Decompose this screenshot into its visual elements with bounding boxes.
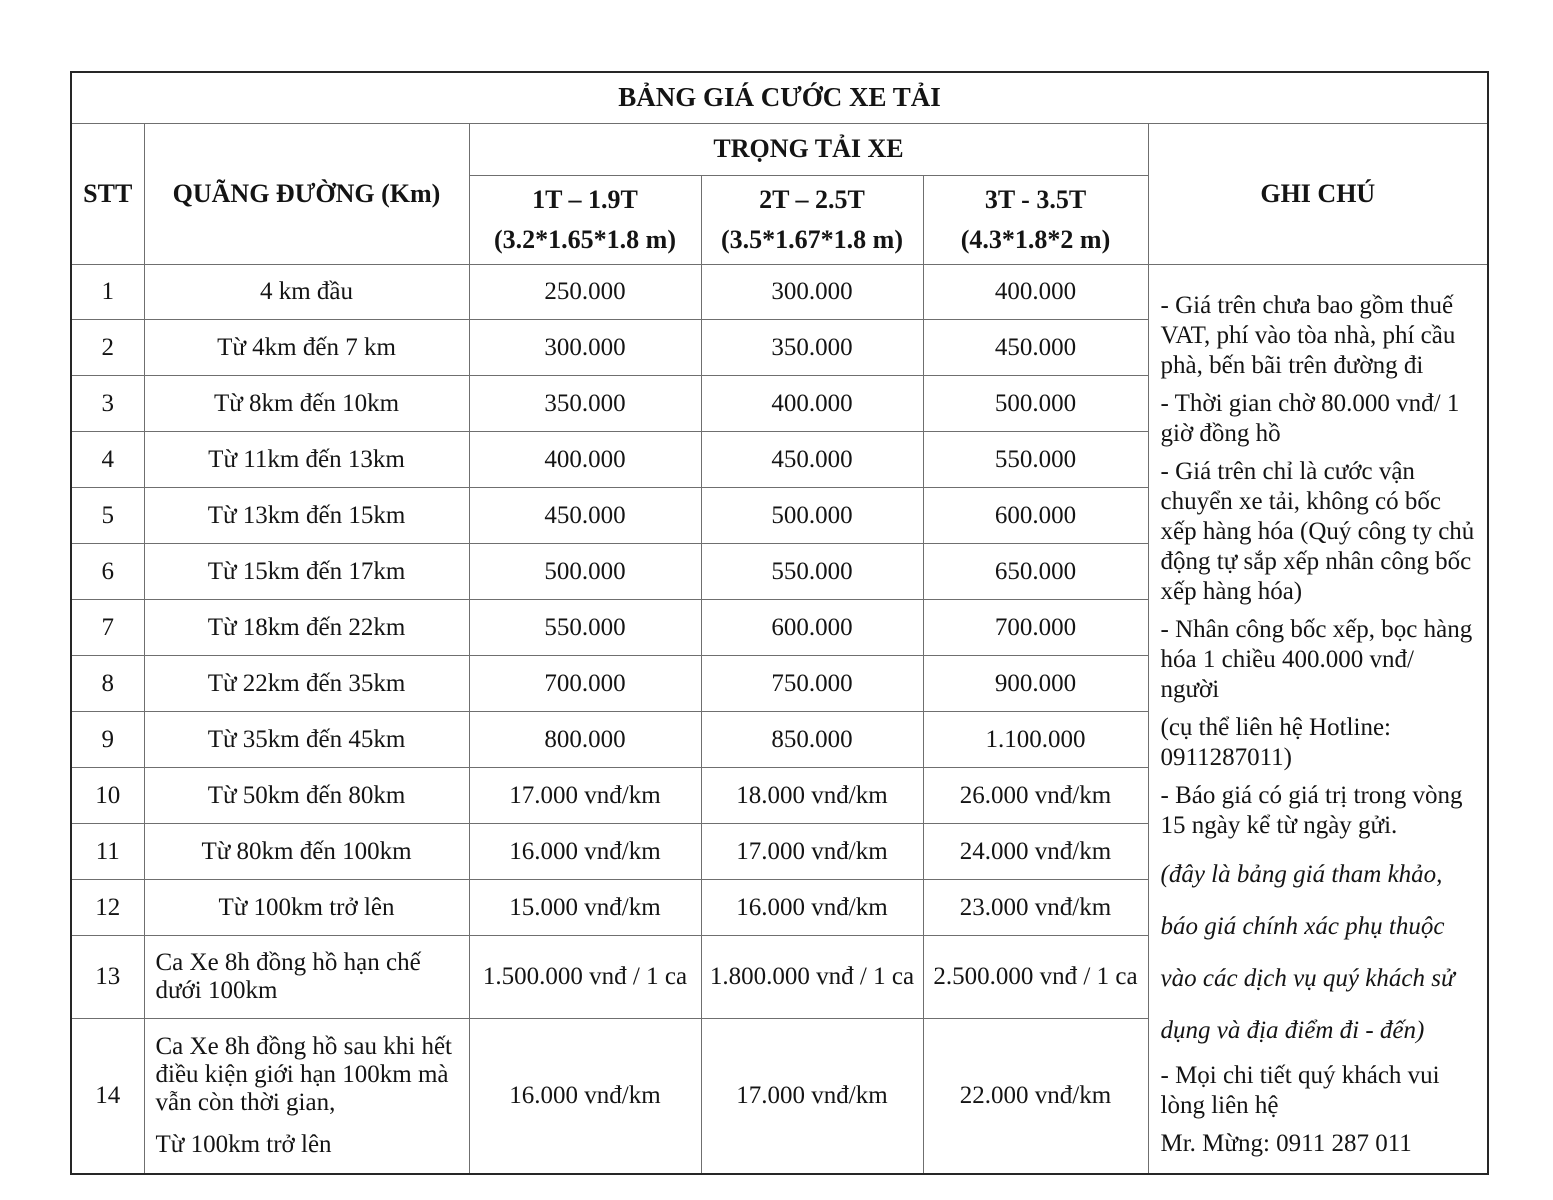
route-text: Ca Xe 8h đồng hồ hạn chế dưới 100km <box>155 949 421 1005</box>
stt-cell: 6 <box>71 544 144 600</box>
col-header-stt: STT <box>71 123 144 264</box>
title-row <box>71 72 1488 123</box>
price-cell: 700.000 <box>469 656 701 712</box>
route-cell <box>144 376 469 432</box>
route-cell <box>144 320 469 376</box>
price-cell: 900.000 <box>923 656 1148 712</box>
note-paragraph: - Giá trên chưa bao gồm thuế VAT, phí vào tòa nhà, phí cầu phà, bến bãi trên đường đi <box>1160 291 1456 379</box>
price-cell: 2.500.000 vnđ / 1 ca <box>923 936 1148 1019</box>
route-cell <box>144 936 469 1019</box>
col-header-load-class-1 <box>469 175 701 264</box>
route-text: Từ 100km trở lên <box>155 1130 332 1158</box>
note-paragraph: - Báo giá có giá trị trong vòng 15 ngày kể từ ngày gửi. <box>1160 781 1463 839</box>
route-text: Từ 8km đến 10km <box>213 389 400 417</box>
note-paragraph: Mr. Mừng: 0911 287 011 <box>1160 1129 1412 1157</box>
stt-cell: 7 <box>71 600 144 656</box>
price-cell: 16.000 vnđ/km <box>701 880 923 936</box>
price-cell: 500.000 <box>923 376 1148 432</box>
price-cell: 16.000 vnđ/km <box>469 1019 701 1174</box>
table-row <box>71 264 1488 320</box>
price-cell: 1.100.000 <box>923 712 1148 768</box>
price-cell: 500.000 <box>469 544 701 600</box>
col-header-load-class-2 <box>701 175 923 264</box>
load-class-dimensions: (4.3*1.8*2 m) <box>960 224 1111 254</box>
col-header-load-group: TRỌNG TẢI XE <box>469 123 1148 175</box>
note-paragraph: (cụ thể liên hệ Hotline: 0911287011) <box>1160 713 1391 771</box>
price-cell: 15.000 vnđ/km <box>469 880 701 936</box>
price-cell: 250.000 <box>469 264 701 320</box>
route-cell <box>144 488 469 544</box>
price-cell: 16.000 vnđ/km <box>469 824 701 880</box>
col-header-route: QUÃNG ĐƯỜNG (Km) <box>144 123 469 264</box>
route-cell <box>144 264 469 320</box>
price-cell: 300.000 <box>469 320 701 376</box>
price-cell: 750.000 <box>701 656 923 712</box>
truck-price-table <box>70 71 1489 1175</box>
route-text: Từ 4km đến 7 km <box>217 333 396 361</box>
price-cell: 17.000 vnđ/km <box>701 824 923 880</box>
stt-cell: 5 <box>71 488 144 544</box>
price-cell: 400.000 <box>469 432 701 488</box>
price-cell: 700.000 <box>923 600 1148 656</box>
note-paragraph: - Nhân công bốc xếp, bọc hàng hóa 1 chiều 400.000 vnđ/ người <box>1160 615 1473 703</box>
price-cell: 24.000 vnđ/km <box>923 824 1148 880</box>
route-text: Từ 18km đến 22km <box>207 613 406 641</box>
price-cell: 800.000 <box>469 712 701 768</box>
stt-cell: 9 <box>71 712 144 768</box>
price-cell: 450.000 <box>701 432 923 488</box>
note-paragraph: (đây là bảng giá tham khảo, báo giá chính xác phụ thuộc vào các dịch vụ quý khách sử dụng và địa điểm đi - đến) <box>1160 860 1455 1044</box>
price-cell: 350.000 <box>701 320 923 376</box>
route-cell <box>144 712 469 768</box>
price-cell: 600.000 <box>701 600 923 656</box>
stt-cell: 8 <box>71 656 144 712</box>
route-text: Từ 50km đến 80km <box>207 781 406 809</box>
page-title: BẢNG GIÁ CƯỚC XE TẢI <box>71 72 1488 123</box>
load-class-range: 2T – 2.5T <box>759 184 865 214</box>
stt-cell: 12 <box>71 880 144 936</box>
price-cell: 500.000 <box>701 488 923 544</box>
header-row-top <box>71 123 1488 175</box>
stt-cell: 1 <box>71 264 144 320</box>
note-paragraph: - Giá trên chỉ là cước vận chuyển xe tải, không có bốc xếp hàng hóa (Quý công ty chủ động tự sắp xếp nhân công bốc xếp hàng hóa) <box>1160 457 1475 605</box>
load-class-range: 1T – 1.9T <box>532 184 638 214</box>
price-cell: 400.000 <box>923 264 1148 320</box>
route-cell <box>144 432 469 488</box>
price-cell: 850.000 <box>701 712 923 768</box>
col-header-notes: GHI CHÚ <box>1148 123 1488 264</box>
price-cell: 600.000 <box>923 488 1148 544</box>
stt-cell: 11 <box>71 824 144 880</box>
price-cell: 300.000 <box>701 264 923 320</box>
route-cell <box>144 1019 469 1174</box>
route-text: Từ 80km đến 100km <box>201 837 412 865</box>
route-text: Từ 11km đến 13km <box>208 445 405 473</box>
route-cell <box>144 600 469 656</box>
price-cell: 550.000 <box>701 544 923 600</box>
stt-cell: 4 <box>71 432 144 488</box>
price-cell: 17.000 vnđ/km <box>701 1019 923 1174</box>
price-cell: 26.000 vnđ/km <box>923 768 1148 824</box>
route-cell <box>144 768 469 824</box>
price-cell: 17.000 vnđ/km <box>469 768 701 824</box>
stt-cell: 2 <box>71 320 144 376</box>
route-cell <box>144 656 469 712</box>
route-text: Ca Xe 8h đồng hồ sau khi hết điều kiện giới hạn 100km mà vẫn còn thời gian, <box>155 1032 452 1116</box>
note-paragraph: - Thời gian chờ 80.000 vnđ/ 1 giờ đồng hồ <box>1160 389 1460 447</box>
price-cell: 400.000 <box>701 376 923 432</box>
stt-cell: 10 <box>71 768 144 824</box>
notes-cell <box>1148 264 1488 1174</box>
price-cell: 450.000 <box>469 488 701 544</box>
stt-cell: 14 <box>71 1019 144 1174</box>
route-text: Từ 22km đến 35km <box>207 669 406 697</box>
price-cell: 350.000 <box>469 376 701 432</box>
col-header-load-class-3 <box>923 175 1148 264</box>
route-cell <box>144 880 469 936</box>
route-text: Từ 15km đến 17km <box>207 557 406 585</box>
note-paragraph: - Mọi chi tiết quý khách vui lòng liên hệ <box>1160 1061 1440 1119</box>
load-class-dimensions: (3.2*1.65*1.8 m) <box>494 224 676 254</box>
price-cell: 650.000 <box>923 544 1148 600</box>
price-cell: 550.000 <box>923 432 1148 488</box>
route-cell <box>144 544 469 600</box>
price-cell: 550.000 <box>469 600 701 656</box>
route-text: Từ 100km trở lên <box>218 893 395 921</box>
stt-cell: 3 <box>71 376 144 432</box>
route-text: Từ 13km đến 15km <box>207 501 406 529</box>
price-cell: 1.800.000 vnđ / 1 ca <box>701 936 923 1019</box>
stt-cell: 13 <box>71 936 144 1019</box>
price-cell: 450.000 <box>923 320 1148 376</box>
route-text: Từ 35km đến 45km <box>207 725 406 753</box>
price-cell: 23.000 vnđ/km <box>923 880 1148 936</box>
price-cell: 18.000 vnđ/km <box>701 768 923 824</box>
price-cell: 1.500.000 vnđ / 1 ca <box>469 936 701 1019</box>
price-cell: 22.000 vnđ/km <box>923 1019 1148 1174</box>
route-cell <box>144 824 469 880</box>
load-class-dimensions: (3.5*1.67*1.8 m) <box>721 224 903 254</box>
load-class-range: 3T - 3.5T <box>984 184 1087 214</box>
route-text: 4 km đầu <box>259 277 354 305</box>
